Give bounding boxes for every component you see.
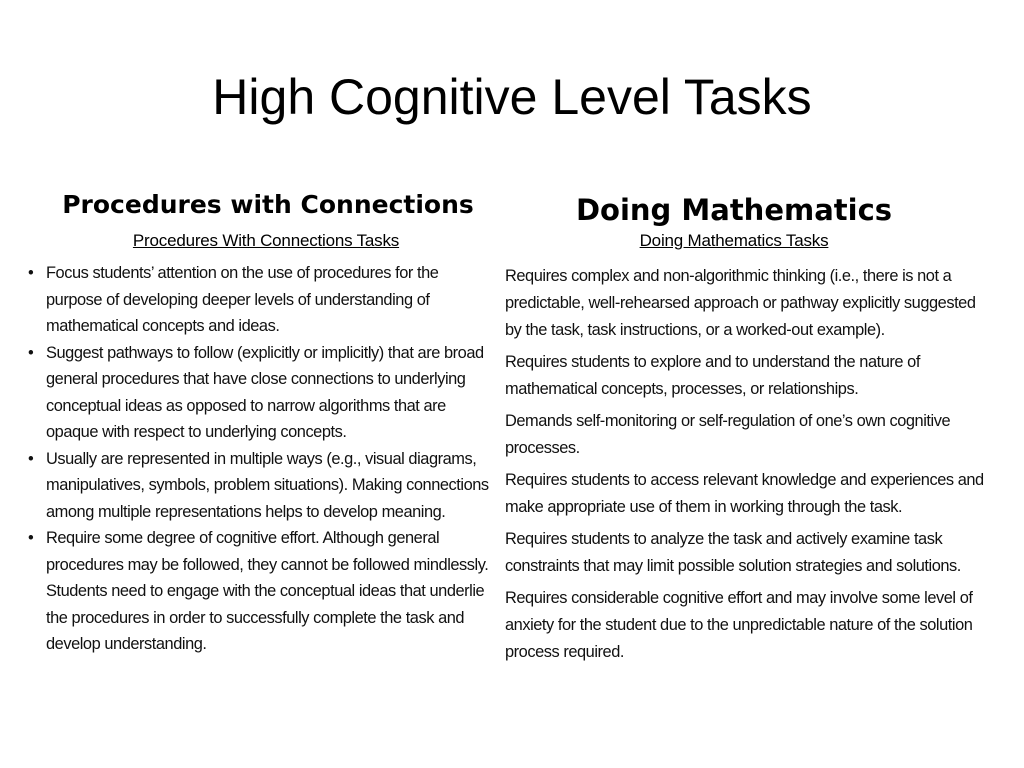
- list-item: Requires students to explore and to understand the nature of mathematical concepts, processes, or relationships.: [505, 353, 920, 398]
- list-item: • Require some degree of cognitive effort. Although general procedures may be followed, they cannot be followed mindlessly. Students need to engage with the conceptual ideas that underlie the procedures in order to successfully complete the task and develop understanding.: [28, 525, 498, 658]
- left-column-subheading: Procedures With Connections Tasks: [132, 231, 400, 250]
- procedures-with-connections-list: [28, 260, 498, 658]
- list-item: • Usually are represented in multiple ways (e.g., visual diagrams, manipulatives, symbols, problem situations). Making connections among multiple representations helps to develop meaning.: [28, 446, 498, 526]
- list-item: • Focus students’ attention on the use of procedures for the purpose of developing deeper levels of understanding of mathematical concepts and ideas.: [28, 260, 498, 340]
- doing-mathematics-list: [505, 263, 990, 671]
- list-item: Requires students to access relevant knowledge and experiences and make appropriate use of them in working through the task.: [505, 471, 984, 516]
- left-column-heading: Procedures with Connections: [62, 190, 474, 219]
- list-item: Requires complex and non-algorithmic thinking (i.e., there is not a predictable, well-rehearsed approach or pathway explicitly suggested by the task, task instructions, or a worked-out example).: [505, 267, 976, 339]
- list-item: Requires considerable cognitive effort and may involve some level of anxiety for the student due to the unpredictable nature of the solution process required.: [505, 589, 973, 661]
- list-item: Requires students to analyze the task and actively examine task constraints that may limit possible solution strategies and solutions.: [505, 530, 961, 575]
- right-column-heading: Doing Mathematics: [575, 193, 893, 227]
- slide-title: High Cognitive Level Tasks: [212, 69, 812, 125]
- list-item: • Suggest pathways to follow (explicitly or implicitly) that are broad general procedures that have close connections to underlying conceptual ideas as opposed to narrow algorithms that are opaque with respect to underlying concepts.: [28, 340, 498, 446]
- right-column-subheading: Doing Mathematics Tasks: [639, 231, 829, 250]
- list-item: Demands self-monitoring or self-regulation of one’s own cognitive processes.: [505, 412, 951, 457]
